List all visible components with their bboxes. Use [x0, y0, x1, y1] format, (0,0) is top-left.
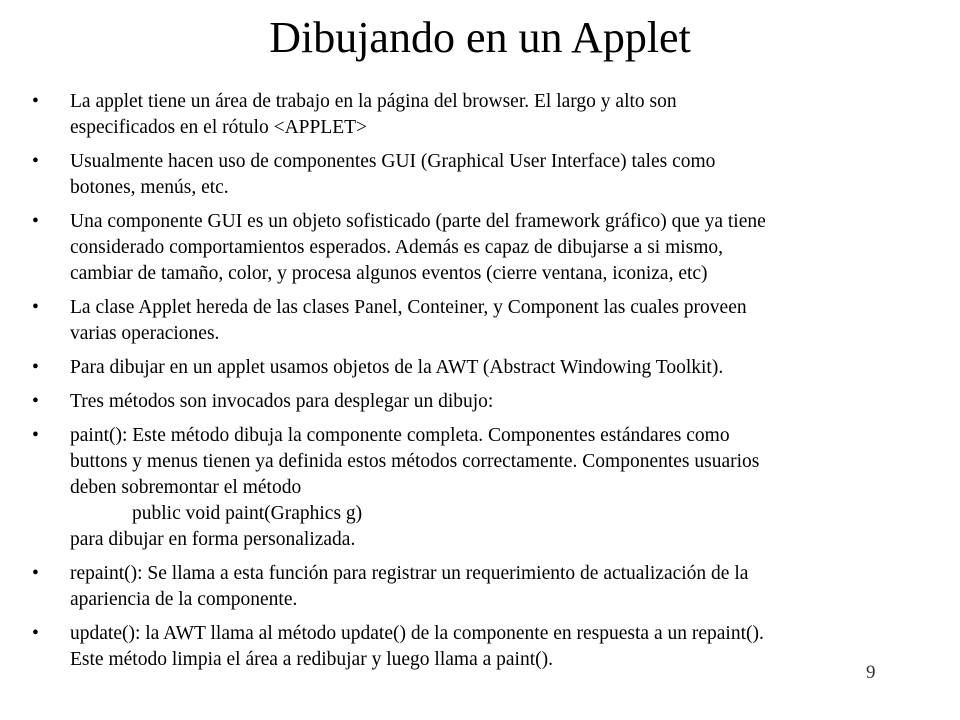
bullet-item: [32, 389, 932, 415]
bullet-icon: •: [32, 563, 39, 584]
bullet-list: [32, 89, 932, 681]
bullet-item: [32, 561, 932, 613]
bullet-text-line: repaint(): Se llama a esta función para registrar un requerimiento de actualización de la: [70, 563, 749, 584]
bullet-text-line: Tres métodos son invocados para desplegar un dibujo:: [70, 391, 494, 412]
bullet-icon: •: [32, 211, 39, 232]
bullet-item: [32, 209, 932, 287]
bullet-icon: •: [32, 391, 39, 412]
page-number: 9: [866, 662, 876, 683]
bullet-text-line: La applet tiene un área de trabajo en la página del browser. El largo y alto son: [70, 91, 677, 112]
bullet-text-line: para dibujar en forma personalizada.: [70, 529, 356, 550]
bullet-icon: •: [32, 91, 39, 112]
bullet-icon: •: [32, 623, 39, 644]
bullet-text-line: considerado comportamientos esperados. Además es capaz de dibujarse a si mismo,: [70, 237, 724, 258]
bullet-text-line: apariencia de la componente.: [70, 589, 298, 610]
bullet-text-line: buttons y menus tienen ya definida estos métodos correctamente. Componentes usuarios: [70, 451, 760, 472]
bullet-text-line: botones, menús, etc.: [70, 177, 229, 198]
bullet-item: [32, 89, 932, 141]
bullet-item: [32, 149, 932, 201]
bullet-icon: •: [32, 357, 39, 378]
slide-title: Dibujando en un Applet: [269, 13, 691, 62]
bullet-text-line: especificados en el rótulo <APPLET>: [70, 117, 368, 138]
bullet-item: [32, 621, 932, 673]
bullet-item: [32, 423, 932, 553]
bullet-text-line: Usualmente hacen uso de componentes GUI (Graphical User Interface) tales como: [70, 151, 716, 172]
bullet-text-line: Para dibujar en un applet usamos objetos de la AWT (Abstract Windowing Toolkit).: [70, 357, 724, 378]
code-signature-line: public void paint(Graphics g): [132, 503, 363, 524]
bullet-text-line: Este método limpia el área a redibujar y luego llama a paint().: [70, 649, 553, 670]
bullet-icon: •: [32, 151, 39, 172]
bullet-text-line: update(): la AWT llama al método update() de la componente en respuesta a un repaint().: [70, 623, 764, 644]
bullet-item: [32, 355, 932, 381]
bullet-text-line: deben sobremontar el método: [70, 477, 302, 498]
bullet-item: [32, 295, 932, 347]
bullet-text-line: La clase Applet hereda de las clases Panel, Conteiner, y Component las cuales proveen: [70, 297, 747, 318]
bullet-text-line: Una componente GUI es un objeto sofisticado (parte del framework gráfico) que ya tiene: [70, 211, 766, 232]
bullet-text-line: cambiar de tamaño, color, y procesa algunos eventos (cierre ventana, iconiza, etc): [70, 263, 708, 284]
bullet-icon: •: [32, 425, 39, 446]
bullet-icon: •: [32, 297, 39, 318]
bullet-text-line: varias operaciones.: [70, 323, 220, 344]
bullet-text-line: paint(): Este método dibuja la componente completa. Componentes estándares como: [70, 425, 730, 446]
